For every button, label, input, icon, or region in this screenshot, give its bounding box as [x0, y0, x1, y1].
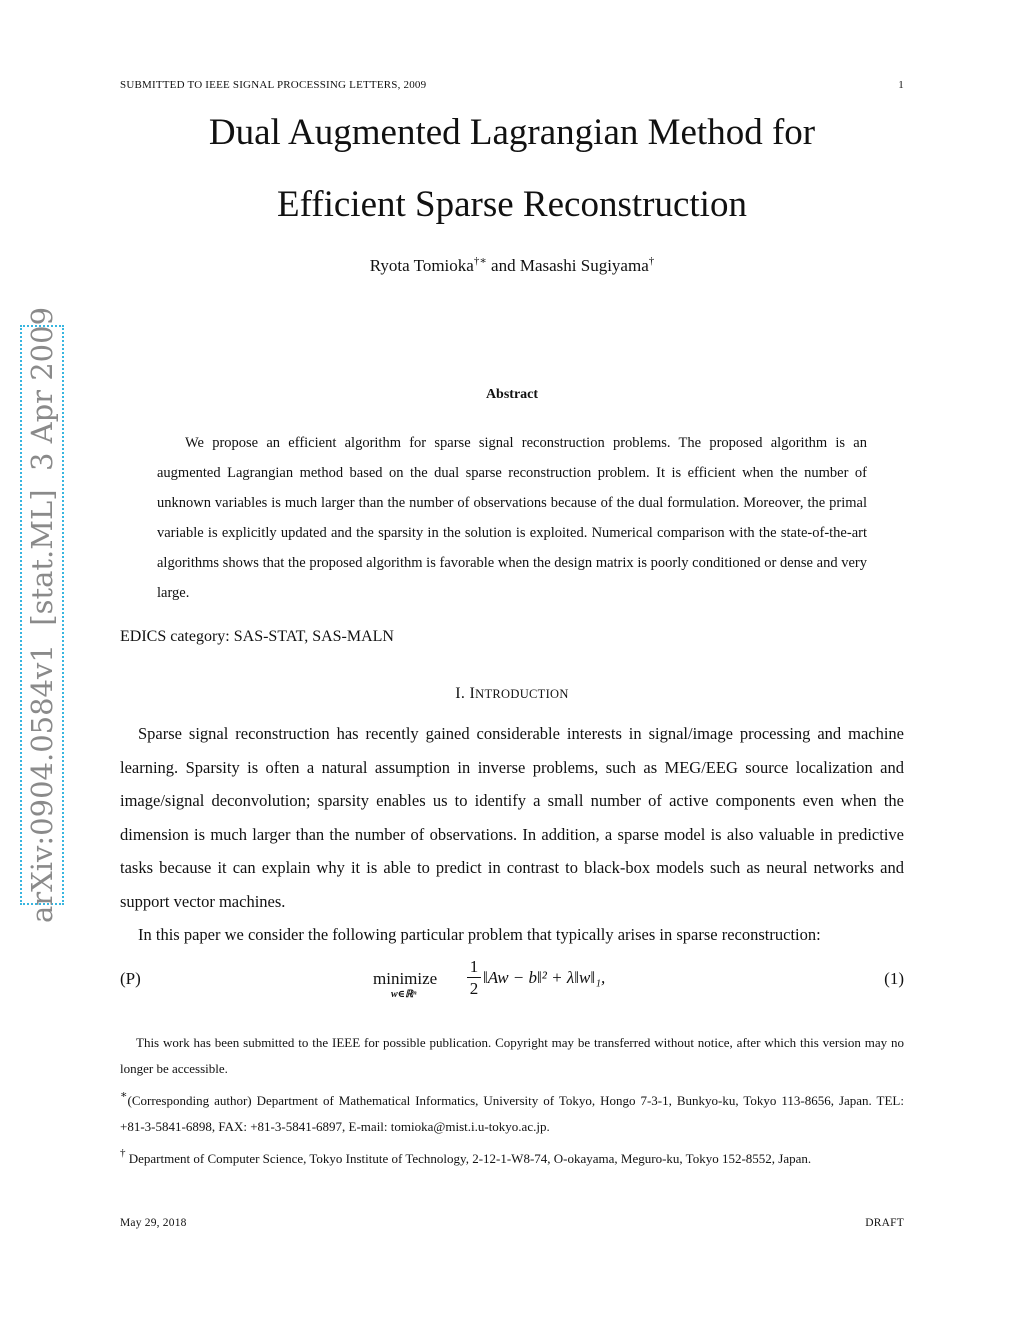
page-number: 1	[898, 79, 904, 91]
title-line-1: Dual Augmented Lagrangian Method for	[208, 112, 816, 153]
body-paragraph-1: Sparse signal reconstruction has recently gained considerable interests in signal/image processing and machine learning. Sparsity is often a natural assumption in inverse problems, such as MEG/EEG source localization and image/signal deconvolution; sparsity enables us to identify a small number of active components even when the dimension is much larger than the number of observations. In addition, a sparse model is also valuable in predictive tasks because it can explain why it is able to predict in contrast to black-box models such as neural networks and support vector machines.	[120, 724, 904, 911]
footer-status: DRAFT	[865, 1217, 904, 1229]
section-heading	[0, 685, 1024, 703]
paper-title	[0, 97, 1024, 241]
equation-expression: ‖Aw − b‖² + λ‖w‖₁,	[483, 968, 606, 987]
body-paragraph-2: In this paper we consider the following particular problem that typically arises in sparse reconstruction:	[138, 925, 821, 944]
author-1: Ryota Tomioka	[369, 256, 474, 275]
footnote-2-text: (Corresponding author) Department of Mathematical Informatics, University of Tokyo, Hongo 7-3-1, Bunkyo-ku, Tokyo 113-8656, Japan. TEL: +81-3-5841-6898, FAX: +81-3-5841-6897, E-mail: tomioka@mist.i.u-tokyo.ac.jp.	[120, 1093, 904, 1134]
abstract-heading: Abstract	[485, 387, 539, 402]
arxiv-stamp: arXiv:0904.0584v1 [stat.ML] 3 Apr 2009	[25, 306, 59, 924]
footnote-1: This work has been submitted to the IEEE for possible publication. Copyright may be transferred without notice, after which this version may no longer be accessible.	[120, 1035, 904, 1076]
author-1-marks: †∗	[473, 255, 487, 267]
section-number: I.	[455, 685, 470, 702]
footnote-3-mark: †	[120, 1147, 126, 1159]
footnote-2-mark: ∗	[120, 1089, 128, 1101]
footnote-3-text: Department of Computer Science, Tokyo Institute of Technology, 2-12-1-W8-74, O-okayama, Meguro-ku, Tokyo 152-8552, Japan.	[125, 1151, 812, 1166]
equation-fraction	[467, 957, 481, 1000]
edics-category: EDICS category: SAS-STAT, SAS-MALN	[120, 628, 394, 645]
author-2: Masashi Sugiyama	[519, 256, 649, 275]
footer-date: May 29, 2018	[120, 1217, 187, 1229]
footnote-3	[120, 1140, 904, 1172]
author-list	[0, 254, 1024, 276]
equation-subscript: w∈ℝⁿ	[391, 989, 417, 1000]
section-title-rest: NTRODUCTION	[475, 687, 569, 701]
equation-operator: minimize	[373, 969, 438, 988]
footnote-2	[120, 1082, 904, 1140]
title-line-2: Efficient Sparse Reconstruction	[277, 184, 747, 225]
arxiv-stamp-box	[20, 306, 64, 924]
footnotes	[120, 1030, 904, 1172]
abstract-text: We propose an efficient algorithm for sparse signal reconstruction problems. The proposed algorithm is an augmented Lagrangian method based on the dual sparse reconstruction problem. It is efficient when the number of unknown variables is much larger than the number of observations because of the dual formulation. Moreover, the primal variable is explicitly updated and the sparsity in the solution is exploited. Numerical comparison with the state-of-the-art algorithms shows that the proposed algorithm is favorable when the design matrix is poorly conditioned or dense and very large.	[157, 435, 867, 601]
fraction-denominator: 2	[469, 979, 479, 998]
running-header: SUBMITTED TO IEEE SIGNAL PROCESSING LETTERS, 2009	[120, 79, 427, 91]
author-2-marks: †	[648, 255, 655, 267]
author-conjunction: and	[486, 256, 520, 275]
fraction-numerator: 1	[469, 957, 479, 976]
section-initial: I	[469, 685, 476, 702]
equation-number: (1)	[884, 969, 904, 988]
equation-label: (P)	[120, 969, 141, 988]
